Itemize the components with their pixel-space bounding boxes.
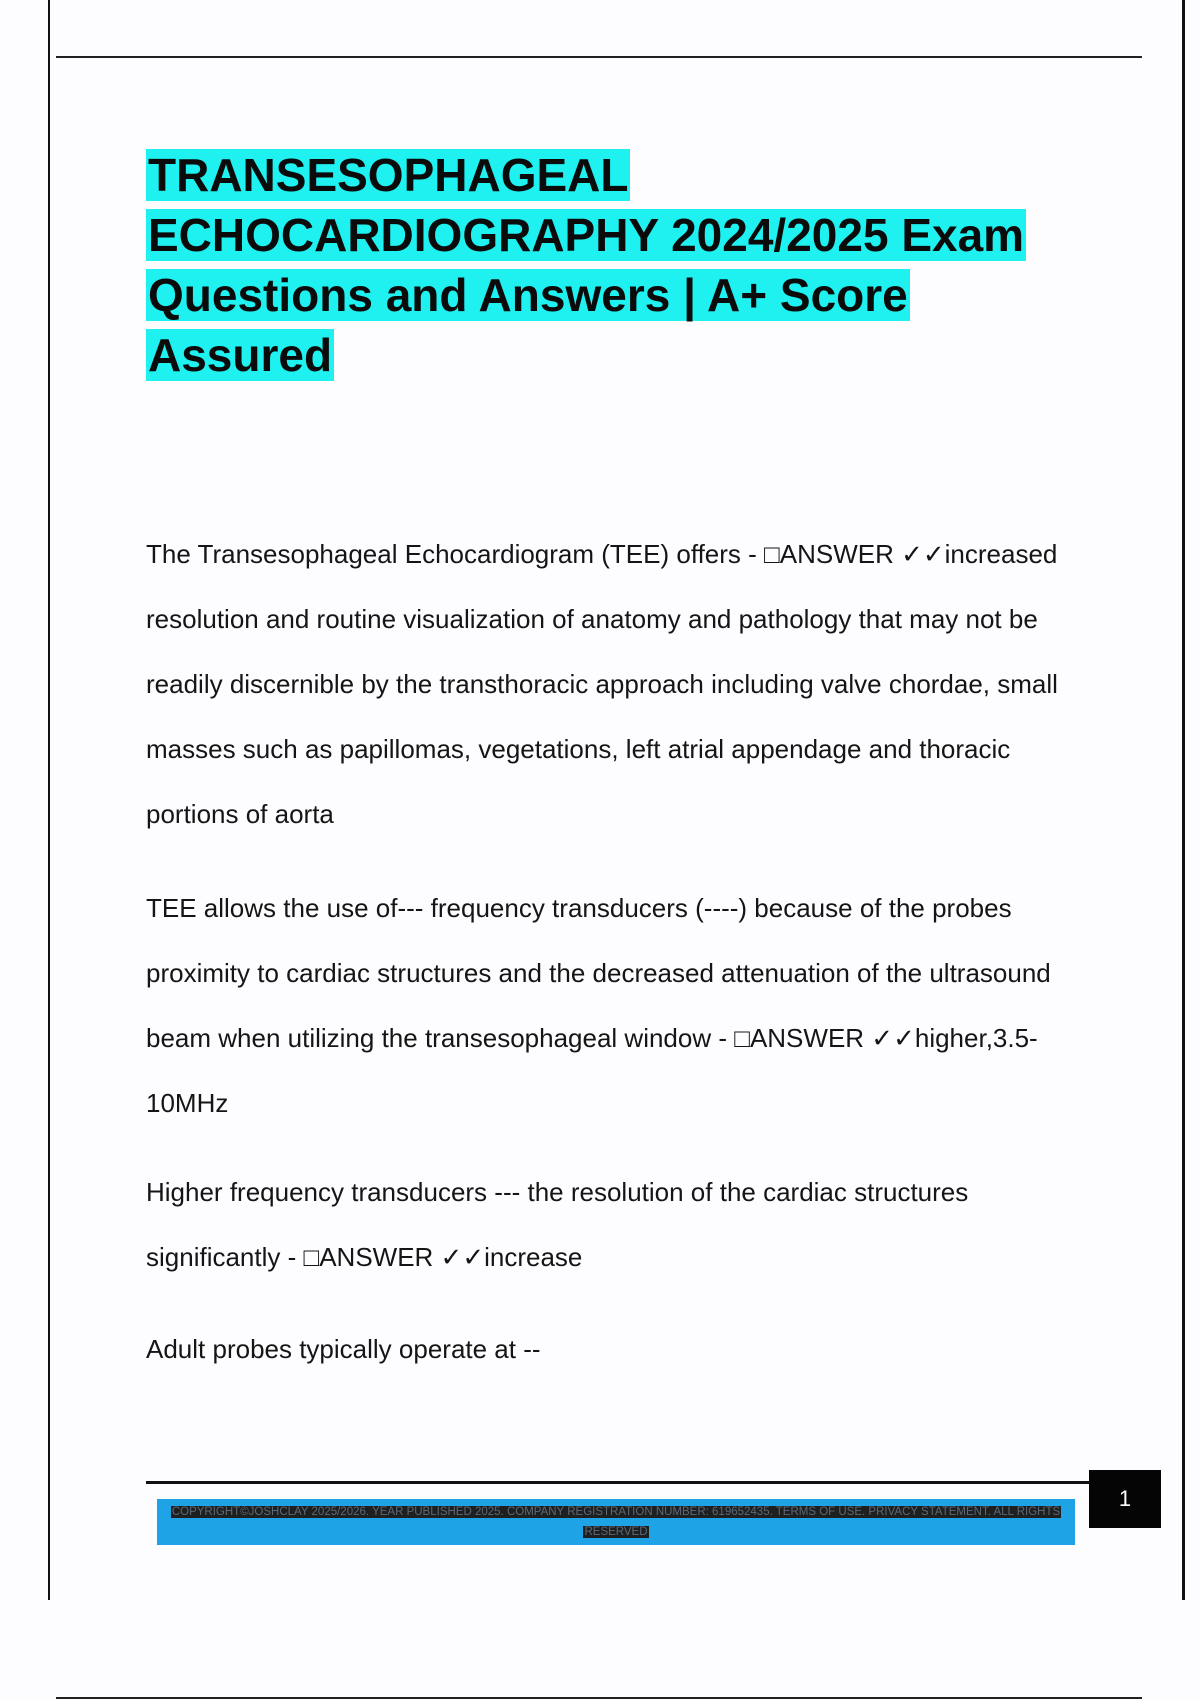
footer-rule	[146, 1481, 1090, 1484]
footer-copyright-text: COPYRIGHT©JOSHCLAY 2025/2026. YEAR PUBLISHED 2025. COMPANY REGISTRATION NUMBER: 619652435. TERMS OF USE. PRIVACY STATEMENT. ALL RIGHTS RESERVED	[171, 1506, 1061, 1538]
header-rule	[56, 56, 1142, 58]
page-number: 1	[1089, 1470, 1161, 1528]
qa-entry-3: Higher frequency transducers --- the resolution of the cardiac structures significantly - □ANSWER ✓✓increase	[146, 1177, 969, 1272]
next-page-rule	[56, 1697, 1142, 1699]
page-border-right	[1182, 0, 1185, 1600]
footer-copyright	[170, 1502, 1062, 1542]
document-title	[146, 145, 1086, 385]
page-border-left	[48, 0, 50, 1600]
document-title-text: TRANSESOPHAGEAL ECHOCARDIOGRAPHY 2024/2025 Exam Questions and Answers | A+ Score Assured	[148, 149, 1025, 381]
qa-entry-4: Adult probes typically operate at --	[146, 1334, 541, 1364]
qa-entry-2: TEE allows the use of--- frequency transducers (----) because of the probes proximity to cardiac structures and the decreased attenuation of the ultrasound beam when utilizing the transesophageal window - □ANSWER ✓✓higher,3.5-10MHz	[146, 893, 1051, 1118]
qa-entry-1: The Transesophageal Echocardiogram (TEE) offers - □ANSWER ✓✓increased resolution and routine visualization of anatomy and pathology that may not be readily discernible by the transthoracic approach including valve chordae, small masses such as papillomas, vegetations, left atrial appendage and thoracic portions of aorta	[146, 539, 1058, 829]
